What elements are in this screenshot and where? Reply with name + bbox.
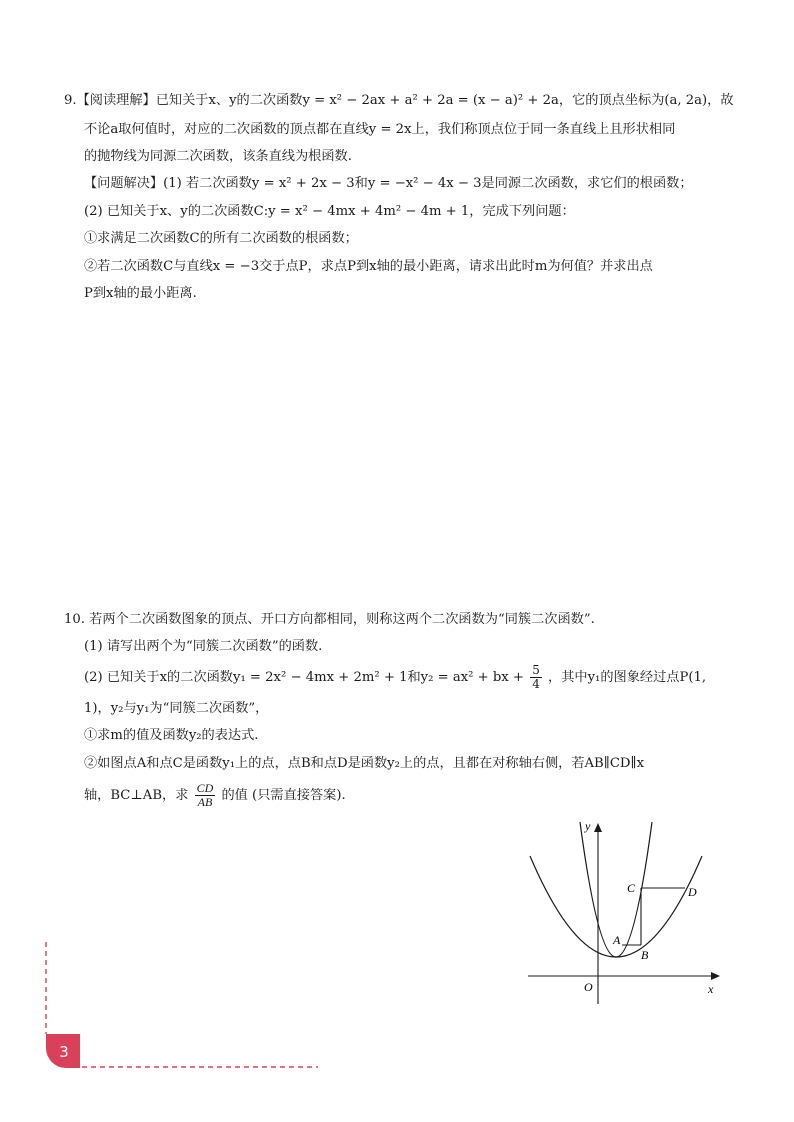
origin-label: O — [584, 980, 593, 994]
q10-line-3 — [84, 664, 724, 691]
q10-line-2: (1) 请写出两个为“同簇二次函数”的函数. — [84, 639, 323, 654]
fraction-denominator: 4 — [532, 677, 540, 691]
q9-line-8: P到x轴的最小距离. — [84, 286, 197, 301]
fraction-numerator: 5 — [532, 663, 540, 677]
fraction-denominator: AB — [197, 795, 213, 809]
q10-line-4: 1)，y₂与y₁为“同簇二次函数”， — [84, 701, 269, 716]
q10-line-7-start: 轴，BC⊥AB，求 — [84, 788, 189, 803]
q9-line-1: 9.【阅读理解】已知关于x、y的二次函数y = x² − 2ax + a² + 2a = (x − a)² + 2a，它的顶点坐标为(a, 2a)，故 — [64, 93, 734, 108]
q10-line-1: 10. 若两个二次函数图象的顶点、开口方向都相同，则称这两个二次函数为“同簇二次函数”. — [64, 612, 595, 627]
point-d-label: D — [688, 885, 697, 899]
q10-line-7 — [84, 782, 724, 809]
q9-line-2: 不论a取何值时，对应的二次函数的顶点都在直线y = 2x上，我们称顶点位于同一条直线上且形状相同 — [84, 122, 676, 137]
x-axis-arrow — [711, 972, 720, 980]
fraction-numerator: CD — [196, 781, 214, 795]
parabola-figure — [524, 816, 729, 1011]
fraction-five-quarters — [530, 664, 542, 691]
point-b-label: B — [641, 948, 649, 962]
y-axis-arrow — [594, 823, 602, 832]
point-a-label: A — [613, 933, 621, 947]
q9-line-4: 【问题解决】(1) 若二次函数y = x² + 2x − 3和y = −x² − 4x − 3是同源二次函数，求它们的根函数； — [84, 176, 693, 191]
q9-line-3: 的抛物线为同源二次函数，该条直线为根函数. — [84, 149, 352, 164]
q10-line-5: ①求m的值及函数y₂的表达式. — [84, 728, 259, 743]
x-axis-label: x — [708, 982, 714, 996]
y-axis-label: y — [585, 819, 591, 833]
point-c-label: C — [627, 881, 636, 895]
q10-line-6: ②如图点A和点C是函数y₁上的点，点B和点D是函数y₂上的点，且都在对称轴右侧，若AB∥CD∥x — [84, 756, 645, 771]
q10-line-3-end: ，其中y₁的图象经过点P(1, — [548, 670, 707, 685]
q9-line-6: ①求满足二次函数C的所有二次函数的根函数； — [84, 231, 358, 246]
q10-line-3-start: (2) 已知关于x的二次函数y₁ = 2x² − 4mx + 2m² + 1和y₂ = ax² + bx + — [84, 670, 524, 685]
q9-line-7: ②若二次函数C与直线x = −3交于点P，求点P到x轴的最小距离，请求出此时m为何值？并求出点 — [84, 259, 653, 274]
fraction-cd-over-ab — [195, 782, 216, 809]
q9-line-5: (2) 已知关于x、y的二次函数C:y = x² − 4mx + 4m² − 4m + 1，完成下列问题： — [84, 204, 575, 219]
page-number: 3 — [59, 1043, 69, 1061]
q10-line-7-end: 的值 (只需直接答案). — [221, 788, 346, 803]
